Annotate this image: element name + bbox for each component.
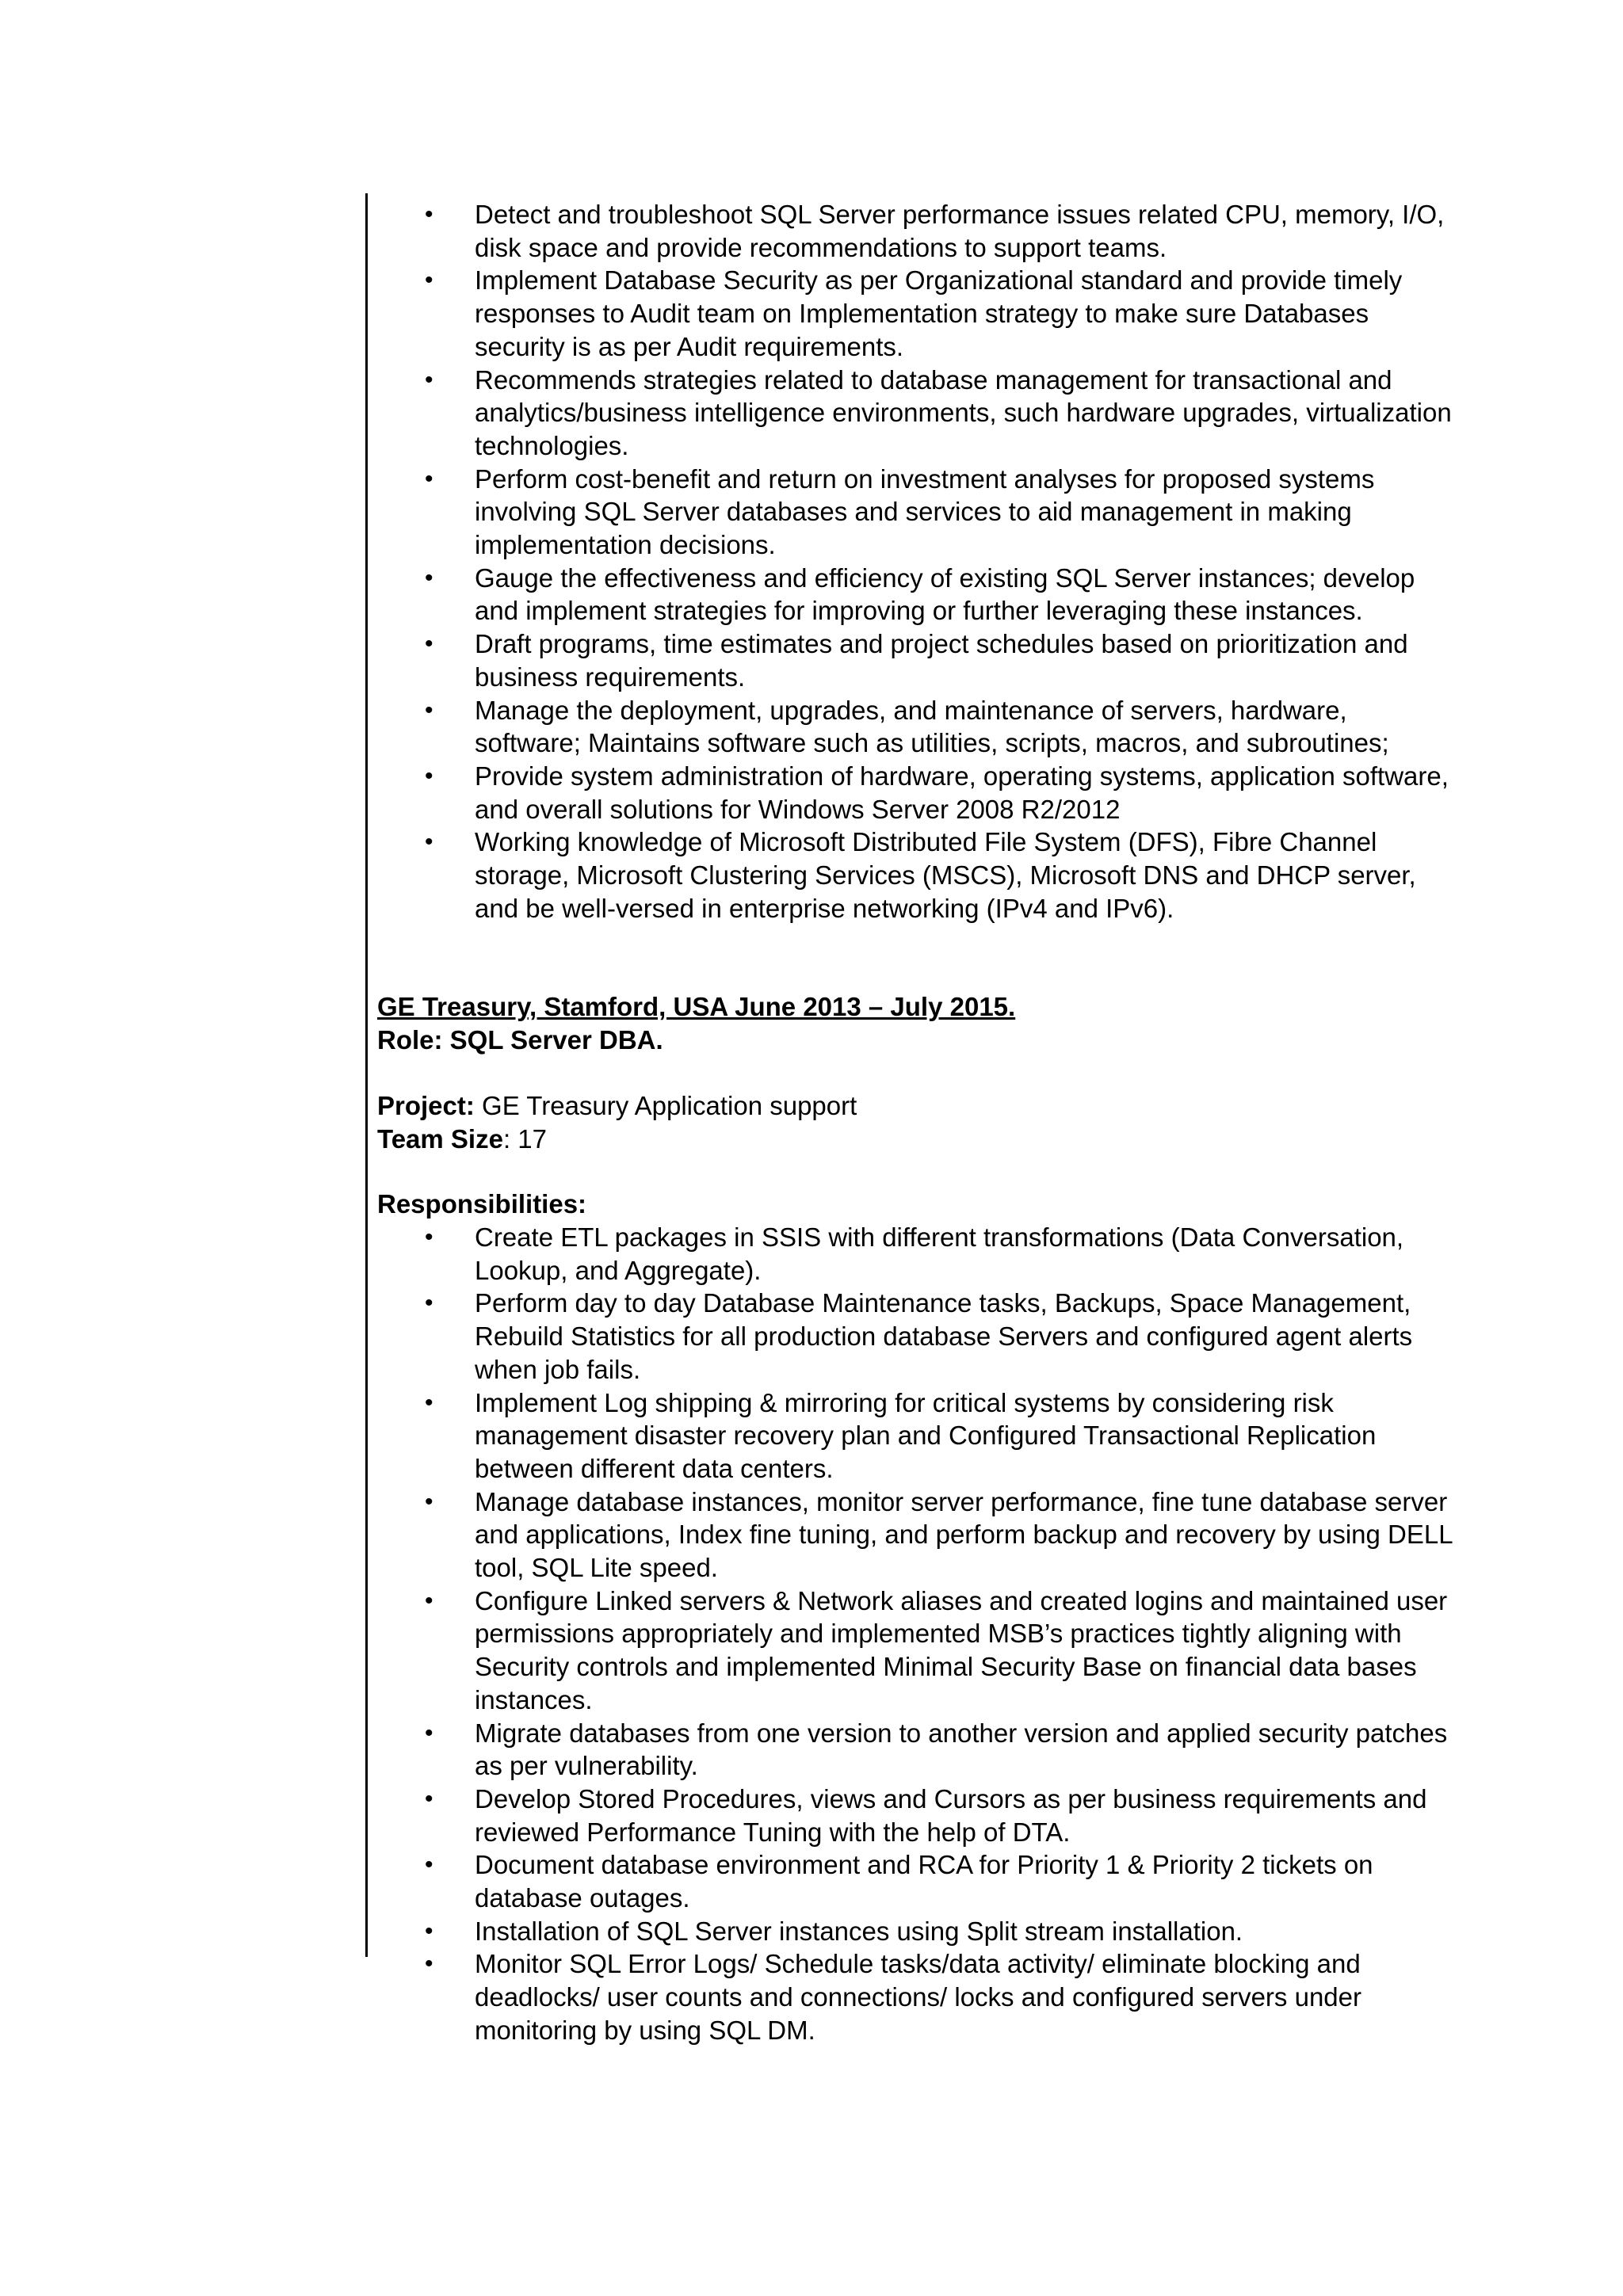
list-item: • Gauge the effectiveness and efficiency of existing SQL Server instances; develop and implement strategies for improving or further leveraging these instances. xyxy=(425,563,1415,626)
responsibilities-list xyxy=(377,1221,1455,2047)
team-size-label: Team Size xyxy=(377,1123,503,1154)
bullet-icon: • xyxy=(425,1587,433,1614)
bullet-icon: • xyxy=(425,696,433,723)
bullet-icon: • xyxy=(425,1389,433,1416)
page-content xyxy=(377,198,1455,2047)
list-item: • Document database environment and RCA for Priority 1 & Priority 2 tickets on database outages. xyxy=(425,1850,1373,1913)
list-item: • Installation of SQL Server instances using Split stream installation. xyxy=(377,1915,1455,1948)
list-item: • Manage database instances, monitor server performance, fine tune database server and applications, Index fine tuning, and perform backup and recovery by using DELL tool, SQL Lite speed. xyxy=(425,1486,1453,1583)
job-role: Role: SQL Server DBA. xyxy=(377,1025,663,1055)
team-size-value: : 17 xyxy=(502,1123,548,1154)
list-item: • Create ETL packages in SSIS with different transformations (Data Conversation, Lookup, and Aggregate). xyxy=(425,1222,1404,1285)
bullet-icon: • xyxy=(425,1951,433,1978)
bullet-icon: • xyxy=(425,465,433,492)
list-item: • Perform cost-benefit and return on investment analyses for proposed systems involving SQL Server databases and services to aid management in making implementation decisions. xyxy=(425,463,1375,560)
bullet-icon: • xyxy=(425,1785,433,1812)
list-item: • Provide system administration of hardware, operating systems, application software, and overall solutions for Windows Server 2008 R2/2012 xyxy=(425,761,1449,824)
job-heading: GE Treasury, Stamford, USA June 2013 – July 2015. xyxy=(377,992,1016,1022)
bullet-icon: • xyxy=(425,1852,433,1878)
list-item: • Implement Database Security as per Organizational standard and provide timely responses to Audit team on Implementation strategy to make sure Databases security is as per Audit requirements. xyxy=(425,265,1403,361)
bullet-icon: • xyxy=(425,762,433,789)
project-value: GE Treasury Application support xyxy=(474,1090,857,1120)
margin-change-bar xyxy=(365,193,368,1957)
bullet-icon: • xyxy=(425,1488,433,1515)
list-item: • Manage the deployment, upgrades, and maintenance of servers, hardware, software; Maintains software such as utilities, scripts, macros, and subroutines; xyxy=(425,695,1389,758)
list-item: • Migrate databases from one version to another version and applied security patches as per vulnerability. xyxy=(425,1718,1448,1781)
list-item: • Perform day to day Database Maintenance tasks, Backups, Space Management, Rebuild Statistics for all production database Servers and configured agent alerts when job fails. xyxy=(425,1288,1413,1384)
bullet-icon: • xyxy=(425,829,433,856)
list-item: • Draft programs, time estimates and project schedules based on prioritization and business requirements. xyxy=(425,629,1408,692)
list-item: • Detect and troubleshoot SQL Server performance issues related CPU, memory, I/O, disk space and provide recommendations to support teams. xyxy=(425,200,1445,262)
bullet-icon: • xyxy=(425,564,433,591)
list-item: • Monitor SQL Error Logs/ Schedule tasks/data activity/ eliminate blocking and deadlocks/ user counts and connections/ locks and configured servers under monitoring by using SQL DM. xyxy=(425,1949,1361,2045)
list-item: • Develop Stored Procedures, views and Cursors as per business requirements and reviewed Performance Tuning with the help of DTA. xyxy=(425,1783,1427,1847)
bullet-icon: • xyxy=(425,1917,433,1944)
bullet-icon: • xyxy=(425,1719,433,1746)
top-bullet-list xyxy=(377,198,1455,925)
bullet-icon: • xyxy=(425,201,433,227)
bullet-icon: • xyxy=(425,267,433,294)
list-item: • Recommends strategies related to database management for transactional and analytics/business intelligence environments, such hardware upgrades, virtualization technologies. xyxy=(425,364,1452,460)
list-item: • Working knowledge of Microsoft Distributed File System (DFS), Fibre Channel storage, Microsoft Clustering Services (MSCS), Microsoft DNS and DHCP server, and be well-versed in enterprise networking (IPv4 and IPv6). xyxy=(425,827,1416,923)
project-label: Project: xyxy=(377,1090,475,1120)
bullet-icon: • xyxy=(425,366,433,393)
team-size-line xyxy=(377,1123,1455,1156)
list-item: • Configure Linked servers & Network aliases and created logins and maintained user permissions appropriately and implemented MSB’s practices tightly aligning with Security controls and implemented Minimal Security Base on financial data bases instances. xyxy=(425,1585,1448,1714)
project-line xyxy=(377,1089,1455,1123)
bullet-icon: • xyxy=(425,1223,433,1250)
list-item: • Implement Log shipping & mirroring for critical systems by considering risk management disaster recovery plan and Configured Transactional Replication between different data centers. xyxy=(425,1387,1377,1483)
bullet-icon: • xyxy=(425,1290,433,1317)
bullet-icon: • xyxy=(425,631,433,658)
responsibilities-heading: Responsibilities: xyxy=(377,1189,587,1219)
